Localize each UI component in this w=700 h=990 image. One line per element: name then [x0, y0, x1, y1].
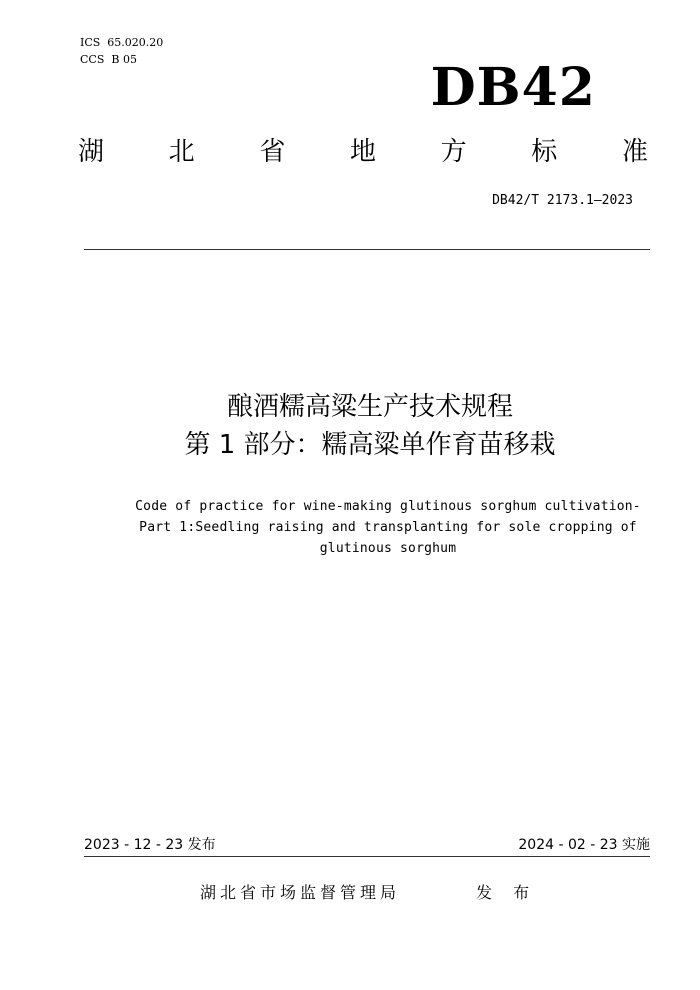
chinese-title	[0, 388, 700, 464]
standard-type-char: 方	[440, 137, 467, 167]
standard-type-char: 北	[168, 137, 195, 167]
publisher-name: 湖北省市场监督管理局	[200, 883, 401, 902]
classification-codes	[80, 34, 163, 68]
standard-type-char: 标	[531, 137, 558, 167]
english-title	[118, 496, 658, 559]
ccs-code: CCS B 05	[80, 53, 137, 66]
chinese-title-line: 酿酒糯高粱生产技术规程	[226, 392, 513, 422]
bottom-divider	[84, 856, 650, 857]
top-divider	[84, 249, 650, 250]
db-code-logo: DB42	[430, 57, 596, 118]
standard-type-char: 准	[621, 137, 648, 167]
standard-type-char: 湖	[78, 137, 105, 167]
standard-type-heading	[78, 134, 648, 170]
standard-number: DB42/T 2173.1—2023	[492, 193, 633, 208]
implementation-date: 2024 - 02 - 23 实施	[518, 837, 650, 853]
english-title-line: Part 1:Seedling raising and transplanting for sole cropping of	[139, 520, 637, 535]
english-title-line: glutinous sorghum	[319, 541, 457, 556]
publish-label: 发 布	[476, 883, 538, 902]
standard-type-char: 省	[259, 137, 286, 167]
issue-date: 2023 - 12 - 23 发布	[84, 837, 216, 853]
chinese-title-line: 第 1 部分：糯高粱单作育苗移栽	[184, 430, 556, 460]
standard-type-char: 地	[349, 137, 376, 167]
ics-code: ICS 65.020.20	[80, 36, 164, 49]
english-title-line: Code of practice for wine-making glutinous sorghum cultivation-	[135, 499, 641, 514]
